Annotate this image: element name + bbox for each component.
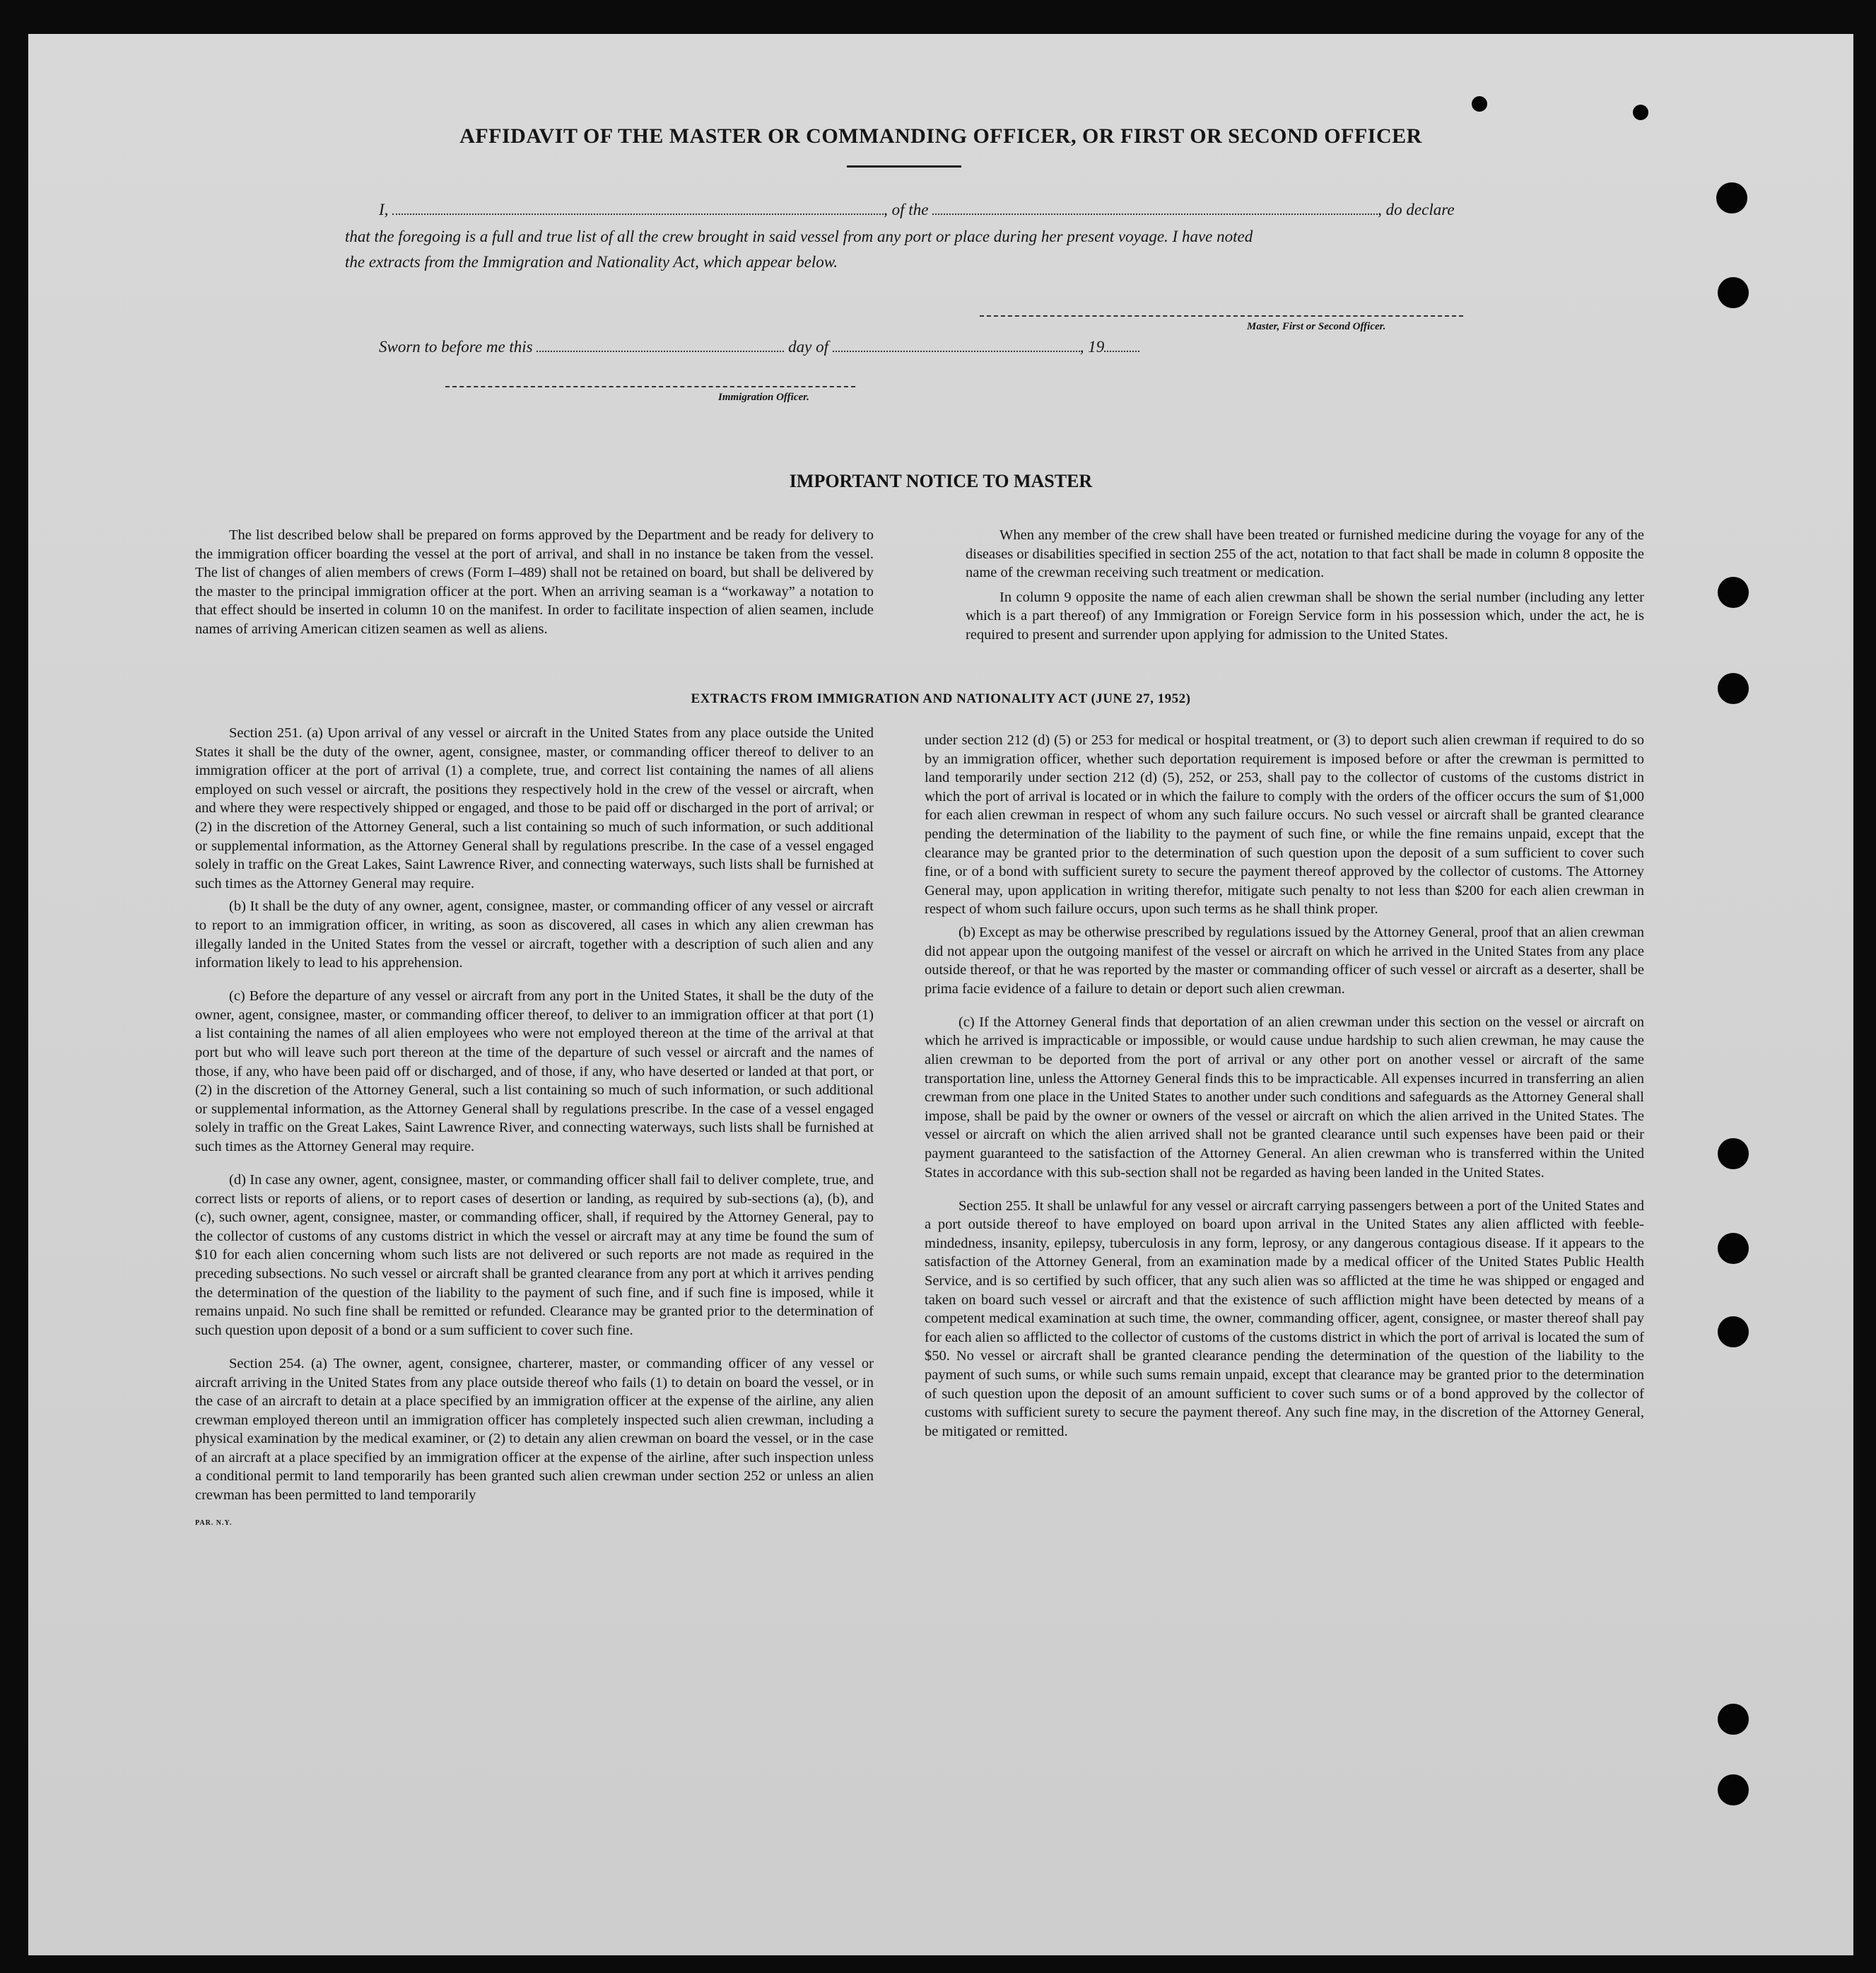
statute-paragraph: Section 254. (a) The owner, agent, consignee, charterer, master, or commanding officer of any vessel or aircraft arriving in the United States from any place outside thereof who fails (1) to detain on board the vessel, or in the case of an aircraft to detain at a place specified by an immigration officer at the expense of the airline, any alien crewman employed thereon until an immigration officer has completely inspected such alien crewman, including a physical examination by the medical examiner, or (2) to detain any alien crewman on board the vessel, or in the case of an aircraft at a place specified by an immigration officer at the expense of the airline, after such inspection unless a conditional permit to land temporarily has been granted such alien crewman under section 252 or unless an alien crewman has been permitted to land temporarily <box>195 1355 874 1504</box>
punch-hole <box>1718 1316 1749 1347</box>
sworn-year: , 19 <box>1079 338 1105 356</box>
officer-caption: Immigration Officer. <box>718 392 809 403</box>
statute-paragraph: (b) Except as may be otherwise prescribed by regulations issued by the Attorney General, proof that an alien crewman did not appear upon the outgoing manifest of the vessel or aircraft on which he arrived in the United States from any place outside thereof, or that he was reported by the master or commanding officer of such vessel or aircraft as a deserter, shall be prima facie evidence of a failure to detain or deport such alien crewman. <box>925 924 1644 997</box>
notice-paragraph: The list described below shall be prepared on forms approved by the Department and be ready for delivery to the immigration officer boarding the vessel at the port of arrival, and shall in no instance be taken from the vessel. The list of changes of alien members of crews (Form I–489) shall not be retained on board, but shall be delivered by the master to the principal immigration officer at the port. When an arriving seaman is a “workaway” a notation to that effect should be inserted in column 10 on the manifest. In order to facilitate inspection of alien seamen, include names of arriving American citizen seamen as well as aliens. <box>195 527 874 637</box>
declaration-do-declare: , do declare <box>1378 201 1455 218</box>
title-underline <box>847 165 961 168</box>
declaration-text-line3: the extracts from the Immigration and Nationality Act, which appear below. <box>345 253 838 271</box>
statute-paragraph: under section 212 (d) (5) or 253 for medical or hospital treatment, or (3) to deport such alien crewman if required to do so by an immigration officer, whether such deportation requirement is imposed before or after the crewman is permitted to land temporarily under section 212 (d) (5), 252, or 253, shall pay to the collector of customs of the customs district in which the port of arrival is located or in which the failure to comply with the orders of the officer occurs the sum of $1,000 for each alien crewman in respect of whom any such failure occurs. No such vessel or aircraft shall be granted clearance pending the determination of the liability to the payment of such fine, or while the fine remains unpaid, except that the clearance may be granted prior to the determination of such question upon the deposit of a sum sufficient to cover such fine, or of a bond with sufficient surety to secure the payment thereof approved by the collector of customs. The Attorney General may, upon application in writing therefor, mitigate such penalty to not less than $200 for each alien crewman in respect of whom such failure occurs, upon such terms as he shall think proper. <box>925 732 1644 918</box>
document-page <box>28 34 1853 1955</box>
sworn-prefix: Sworn to before me this <box>379 338 533 356</box>
affidavit-title: AFFIDAVIT OF THE MASTER OR COMMANDING OFFICER, OR FIRST OR SECOND OFFICER <box>459 124 1422 148</box>
notice-heading: IMPORTANT NOTICE TO MASTER <box>789 471 1093 491</box>
notice-right-column <box>966 526 1644 645</box>
statute-paragraph: Section 251. (a) Upon arrival of any vessel or aircraft in the United States from any place outside the United States it shall be the duty of the owner, agent, consignee, master, or commanding officer thereof to deliver to an immigration officer at the port of arrival (1) a complete, true, and correct list containing the names of all aliens employed on such vessel or aircraft, the positions they respectively hold in the crew of the vessel or aircraft, when and where they were respectively shipped or engaged, and those to be paid off or discharged in the port of arrival; or (2) in the discretion of the Attorney General, such a list containing so much of such information, or such additional or supplemental information, as the Attorney General shall by regulations prescribe. In the case of a vessel engaged solely in traffic on the Great Lakes, Saint Lawrence River, and connecting waterways, such lists shall be furnished at such times as the Attorney General may require. <box>195 725 874 891</box>
punch-hole <box>1718 577 1749 608</box>
officer-signature-line <box>445 386 855 387</box>
sworn-month-blank <box>833 344 1080 352</box>
extracts-right-column <box>925 731 1644 1456</box>
statute-paragraph: (c) Before the departure of any vessel or aircraft from any port in the United States, it shall be the duty of the owner, agent, consignee, master, or commanding officer thereof, to deliver to an immigration officer at that port (1) a list containing the names of all alien employees who were not employed thereon at the time of the arrival at that port but who will leave such port thereon at the time of the departure of such vessel or aircraft and the names of those, if any, who have been paid off or discharged, and of those, if any, who have deserted or landed at that port, or (2) in the discretion of the Attorney General, such a list containing so much of such information, or such additional or supplemental information, as the Attorney General shall by regulations prescribe. In the case of a vessel engaged solely in traffic on the Great Lakes, Saint Lawrence River, and connecting waterways, such lists shall be furnished at such times as the Attorney General may require. <box>195 988 874 1154</box>
master-caption: Master, First or Second Officer. <box>1247 321 1386 332</box>
extracts-heading: EXTRACTS FROM IMMIGRATION AND NATIONALITY ACT (JUNE 27, 1952) <box>691 691 1191 706</box>
sworn-year-blank <box>1104 344 1139 352</box>
name-blank <box>392 206 884 215</box>
statute-paragraph: (d) In case any owner, agent, consignee, master, or commanding officer shall fail to deliver complete, true, and correct lists or reports of aliens, or to report cases of desertion or landing, as required by sub-sections (a), (b), and (c), such owner, agent, consignee, master, or commanding officer, shall, if required by the Attorney General, pay to the collector of customs of any customs district in which the vessel or aircraft may at any time be found the sum of $10 for each alien concerning whom such lists are not delivered or such reports are not made as required in the preceding subsections. No such vessel or aircraft shall be granted clearance from any port at which it arrives pending the determination of the question of the liability to the payment of such fine, and if such fine is imposed, while it remains unpaid. No such fine shall be remitted or refunded. Clearance may be granted prior to the determination of such question upon deposit of a bond or a sum sufficient to cover such fine. <box>195 1172 874 1338</box>
statute-paragraph: Section 255. It shall be unlawful for any vessel or aircraft carrying passengers between a port of the United States and a port outside thereof to have employed on board upon arrival in the United States any alien afflicted with feeble-mindedness, insanity, epilepsy, tuberculosis in any form, leprosy, or any dangerous contagious disease. If it appears to the satisfaction of the Attorney General, from an examination made by a medical officer of the United States Public Health Service, and is so certified by such officer, that any such alien was so afflicted at the time he was shipped or engaged and taken on board such vessel or aircraft and that the existence of such affliction might have been detected by means of a competent medical examination at such time, the owner, commanding officer, agent, consignee, or master thereof shall pay for each alien so afflicted to the collector of customs of the customs district in which the port of arrival is located the sum of $50. No vessel or aircraft shall be granted clearance pending the determination of the question of the liability to the payment of such sums, or while such sums remain unpaid, except that clearance may be granted prior to the determination of such question upon the deposit of an amount sufficient to cover such sums or of a bond approved by the collector of customs with sufficient surety to secure the payment thereof. Any such fine may, in the discretion of the Attorney General, be mitigated or remitted. <box>925 1198 1644 1439</box>
printer-mark: PAR. N.Y. <box>195 1519 233 1528</box>
declaration-of-the: , of the <box>884 201 929 218</box>
ink-mark <box>1633 105 1648 120</box>
master-signature-line <box>980 315 1463 317</box>
extracts-left-column <box>195 724 874 1527</box>
notice-left-column <box>195 526 874 639</box>
punch-hole <box>1718 1233 1749 1264</box>
punch-hole <box>1718 1704 1749 1735</box>
notice-paragraph: In column 9 opposite the name of each alien crewman shall be shown the serial number (including any letter which is a part thereof) of any Immigration or Foreign Service form in his possession which, under the act, he is required to present and surrender upon applying for admission to the United States. <box>966 589 1644 643</box>
punch-hole <box>1716 182 1747 213</box>
punch-hole <box>1718 277 1749 308</box>
notice-paragraph: When any member of the crew shall have been treated or furnished medicine during the voyage for any of the diseases or disabilities specified in section 255 of the act, notation to that fact shall be made in column 8 opposite the name of the crewman receiving such treatment or medication. <box>966 527 1644 581</box>
statute-paragraph: (b) It shall be the duty of any owner, agent, consignee, master, or commanding officer of any vessel or aircraft to report to an immigration officer, in writing, as soon as discovered, all cases in which any alien crewman has illegally landed in the United States from the vessel or aircraft, together with a description of such alien and any information likely to lead to his apprehension. <box>195 898 874 971</box>
declaration-text-line2: that the foregoing is a full and true list of all the crew brought in said vessel from any port or place during her present voyage. I have noted <box>345 228 1253 245</box>
declaration-i: I, <box>379 201 389 218</box>
vessel-blank <box>932 206 1378 215</box>
punch-hole <box>1718 1138 1749 1169</box>
sworn-line <box>379 338 1139 356</box>
ink-mark <box>1472 96 1487 112</box>
punch-hole <box>1718 1774 1749 1805</box>
punch-hole <box>1718 673 1749 704</box>
sworn-day: day of <box>788 338 828 356</box>
statute-paragraph: (c) If the Attorney General finds that deportation of an alien crewman under this section on the vessel or aircraft on which he arrived is impracticable or impossible, or would cause undue hardship to such alien crewman, he may cause the alien crewman to be deported from the port of arrival or any other port on another vessel or aircraft of the same transportation line, unless the Attorney General finds this to be impracticable. All expenses incurred in transferring an alien crewman from one place in the United States to another under such conditions and safeguards as the Attorney General shall impose, shall be paid by the owner or owners of the vessel or aircraft on which the alien arrived in the United States. The vessel or aircraft on which the alien arrived shall not be granted clearance until such expenses have been paid or their payment guaranteed to the satisfaction of the Attorney General. An alien crewman who is transferred within the United States in accordance with this sub-section shall not be regarded as having been landed in the United States. <box>925 1014 1644 1181</box>
sworn-date-blank <box>537 344 784 352</box>
declaration-line <box>379 201 1455 219</box>
